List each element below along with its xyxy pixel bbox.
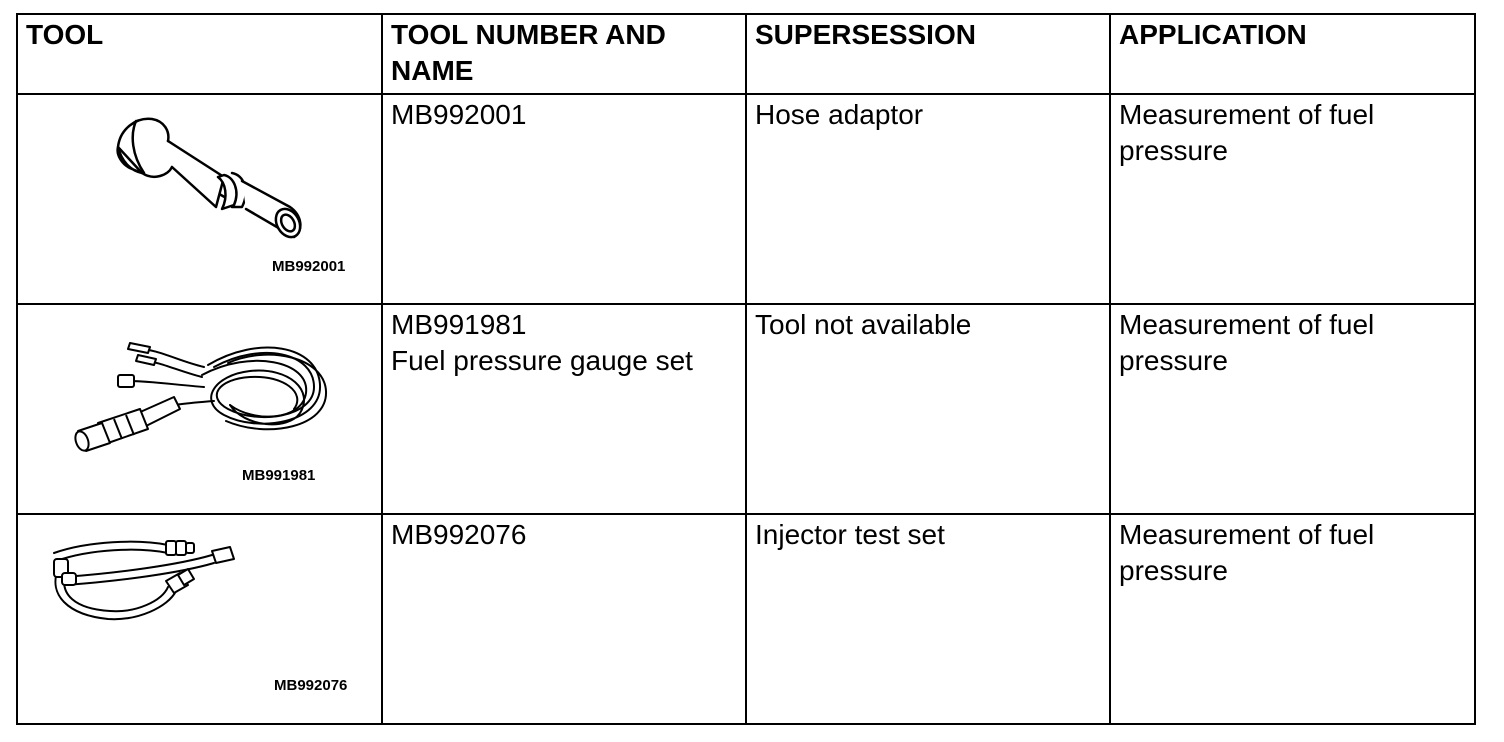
tool-number: MB992001: [391, 99, 527, 130]
tool-name: Fuel pressure gauge set: [391, 345, 693, 376]
application-line2: pressure: [1119, 135, 1228, 166]
application-cell: [1110, 514, 1475, 724]
application-line1: Measurement of fuel: [1119, 99, 1375, 130]
tool-number-cell: [382, 94, 746, 304]
table-row: [17, 514, 1475, 724]
header-tool-number-line2: NAME: [391, 55, 474, 86]
tool-image-label: MB991981: [242, 467, 316, 484]
special-tools-table: [16, 13, 1476, 725]
table-row: [17, 94, 1475, 304]
supersession-text: Injector test set: [755, 519, 945, 550]
header-tool: TOOL: [17, 14, 382, 94]
supersession-text: Tool not available: [755, 309, 972, 340]
application-line2: pressure: [1119, 555, 1228, 586]
header-tool-number-line1: TOOL NUMBER AND: [391, 19, 666, 50]
tool-image-cell: [17, 94, 382, 304]
tool-image-cell: [17, 304, 382, 514]
supersession-text: Hose adaptor: [755, 99, 924, 130]
application-line1: Measurement of fuel: [1119, 519, 1375, 550]
header-supersession: SUPERSESSION: [746, 14, 1110, 94]
tool-image-label: MB992001: [272, 258, 346, 275]
header-application: APPLICATION: [1110, 14, 1475, 94]
application-cell: [1110, 304, 1475, 514]
header-tool-number-and-name: [382, 14, 746, 94]
application-line2: pressure: [1119, 345, 1228, 376]
tool-number-cell: [382, 304, 746, 514]
supersession-cell: [746, 514, 1110, 724]
tool-image-cell: [17, 514, 382, 724]
application-cell: [1110, 94, 1475, 304]
supersession-cell: [746, 94, 1110, 304]
tool-number: MB991981: [391, 309, 527, 340]
header-row: [17, 14, 1475, 94]
supersession-cell: [746, 304, 1110, 514]
tool-number-cell: [382, 514, 746, 724]
tool-number: MB992076: [391, 519, 527, 550]
fuel-pressure-gauge-set-illustration: [18, 305, 381, 513]
tool-image-label: MB992076: [274, 677, 348, 694]
application-line1: Measurement of fuel: [1119, 309, 1375, 340]
table-row: [17, 304, 1475, 514]
